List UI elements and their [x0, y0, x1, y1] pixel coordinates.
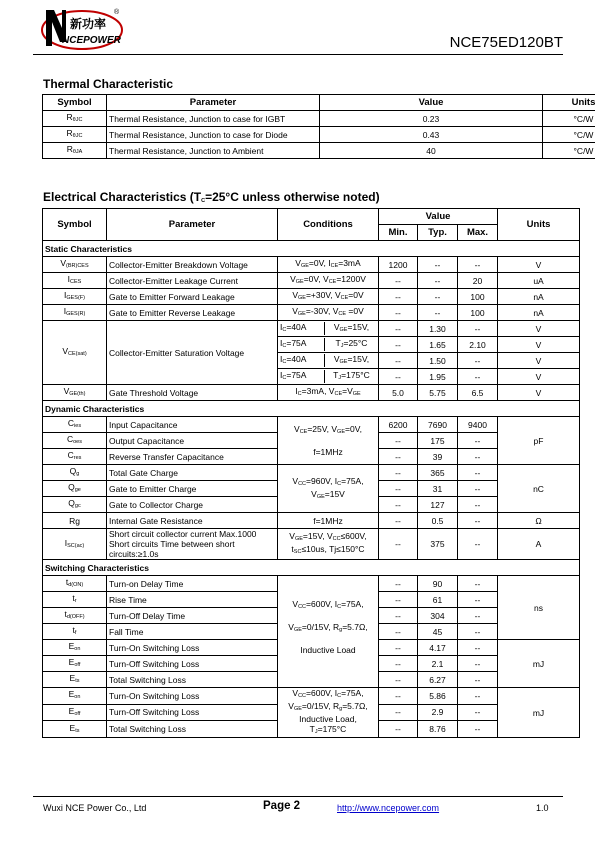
- section-heading: Switching Characteristics: [43, 560, 580, 576]
- min-cell: --: [379, 656, 418, 672]
- value-cell: 0.43: [320, 127, 543, 143]
- header-min: Min.: [379, 225, 418, 241]
- symbol-cell: $R_{\theta JC}$: [43, 111, 107, 127]
- table-row: [43, 273, 580, 289]
- parameter-cell: Internal Gate Resistance: [107, 513, 278, 529]
- min-cell: --: [379, 369, 418, 385]
- electrical-title-post: =25°C unless otherwise noted): [205, 190, 380, 204]
- typ-cell: 1.50: [418, 353, 458, 369]
- parameter-cell: Gate to Collector Charge: [107, 497, 278, 513]
- typ-cell: 8.76: [418, 721, 458, 738]
- header-rule: [33, 54, 563, 55]
- table-row: [43, 257, 580, 273]
- table-row: [43, 513, 580, 529]
- symbol-cell: $I_{GES(F)}$: [43, 289, 107, 305]
- cond2-cell: $T_J=25^\circ C$: [335, 338, 368, 349]
- max-cell: --: [458, 481, 498, 497]
- unit-cell: pF: [498, 417, 580, 465]
- typ-cell: 31: [418, 481, 458, 497]
- typ-cell: 127: [418, 497, 458, 513]
- table-row: [43, 576, 580, 592]
- typ-cell: 2.1: [418, 656, 458, 672]
- condition-cell: $V_{GE}=0V$, $V_{CE}=1200V$: [278, 273, 379, 289]
- typ-cell: 90: [418, 576, 458, 592]
- header-parameter: Parameter: [107, 95, 320, 111]
- typ-cell: 4.17: [418, 640, 458, 656]
- table-row: [43, 289, 580, 305]
- max-cell: --: [458, 449, 498, 465]
- max-cell: --: [458, 433, 498, 449]
- symbol-cell: Rg: [43, 513, 107, 529]
- symbol-cell: $I_{SC(ac)}$: [43, 529, 107, 560]
- typ-cell: 1.65: [418, 337, 458, 353]
- footer-company: Wuxi NCE Power Co., Ltd: [43, 803, 147, 813]
- parameter-cell: Total Gate Charge: [107, 465, 278, 481]
- symbol-cell: $I_{GES(R)}$: [43, 305, 107, 321]
- condition-cell: $V_{GE}=0V$, $I_{CE}=3mA$: [278, 257, 379, 273]
- parameter-cell: Total Switching Loss: [107, 672, 278, 688]
- condition-cell: $V_{GE}=-30V$, $V_{CE} =0V$: [278, 305, 379, 321]
- table-row: [43, 465, 580, 481]
- max-cell: --: [458, 688, 498, 705]
- symbol-cell: $E_{off}$: [43, 656, 107, 672]
- unit-cell: uA: [498, 273, 580, 289]
- min-cell: 5.0: [379, 385, 418, 401]
- doc-title: NCE75ED120BT: [449, 34, 563, 51]
- typ-cell: 1.95: [418, 369, 458, 385]
- typ-cell: --: [418, 305, 458, 321]
- min-cell: --: [379, 576, 418, 592]
- table-row: [43, 560, 580, 576]
- max-cell: --: [458, 576, 498, 592]
- max-cell: --: [458, 369, 498, 385]
- cond2-cell: $T_J=175^\circ C$: [333, 370, 370, 381]
- typ-cell: --: [418, 289, 458, 305]
- min-cell: --: [379, 433, 418, 449]
- unit-cell: V: [498, 353, 580, 369]
- unit-cell: nC: [498, 465, 580, 513]
- min-cell: --: [379, 353, 418, 369]
- min-cell: --: [379, 337, 418, 353]
- min-cell: --: [379, 640, 418, 656]
- min-cell: --: [379, 497, 418, 513]
- symbol-cell: $V_{(BR)CES}$: [43, 257, 107, 273]
- max-cell: 100: [458, 305, 498, 321]
- max-cell: --: [458, 704, 498, 721]
- table-row: [43, 143, 595, 159]
- min-cell: --: [379, 321, 418, 337]
- footer-rule: [33, 796, 563, 797]
- typ-cell: 375: [418, 529, 458, 560]
- max-cell: --: [458, 608, 498, 624]
- symbol-cell: $t_{d(ON)}$: [43, 576, 107, 592]
- unit-cell: A: [498, 529, 580, 560]
- parameter-cell: Gate to Emitter Charge: [107, 481, 278, 497]
- max-cell: --: [458, 592, 498, 608]
- symbol-cell: $R_{\theta JA}$: [43, 143, 107, 159]
- parameter-cell: Total Switching Loss: [107, 721, 278, 738]
- max-cell: --: [458, 257, 498, 273]
- unit-cell: °C/W: [543, 143, 595, 159]
- ic-cell: $I_C=75A$: [278, 370, 325, 383]
- parameter-cell: Output Capacitance: [107, 433, 278, 449]
- max-cell: 9400: [458, 417, 498, 433]
- min-cell: 6200: [379, 417, 418, 433]
- condition-cell: f=1MHz: [278, 513, 379, 529]
- min-cell: --: [379, 721, 418, 738]
- ic-cell: $I_C=75A$: [278, 338, 325, 351]
- max-cell: 20: [458, 273, 498, 289]
- typ-cell: 39: [418, 449, 458, 465]
- typ-cell: 2.9: [418, 704, 458, 721]
- unit-cell: V: [498, 337, 580, 353]
- typ-cell: 1.30: [418, 321, 458, 337]
- table-row: [43, 321, 580, 337]
- symbol-cell: $Q_{ge}$: [43, 481, 107, 497]
- typ-cell: --: [418, 273, 458, 289]
- condition-cell: [278, 321, 379, 337]
- symbol-cell: $t_f$: [43, 624, 107, 640]
- symbol-cell: $E_{ts}$: [43, 721, 107, 738]
- symbol-cell: $E_{ts}$: [43, 672, 107, 688]
- typ-cell: 5.75: [418, 385, 458, 401]
- parameter-cell: Gate to Emitter Reverse Leakage: [107, 305, 278, 321]
- max-cell: --: [458, 624, 498, 640]
- table-row: [43, 401, 580, 417]
- electrical-title-pre: Electrical Characteristics (T: [43, 190, 202, 204]
- table-row: [43, 385, 580, 401]
- header-conditions: Conditions: [278, 209, 379, 241]
- table-row: [43, 241, 580, 257]
- ic-cell: $I_C=40A$: [278, 322, 325, 335]
- condition-cell: $V_{CE}=25V$, $V_{GE}=0V$, f=1MHz: [278, 417, 379, 465]
- min-cell: --: [379, 273, 418, 289]
- typ-cell: 7690: [418, 417, 458, 433]
- min-cell: --: [379, 481, 418, 497]
- parameter-cell: Gate to Emitter Forward Leakage: [107, 289, 278, 305]
- typ-cell: 61: [418, 592, 458, 608]
- footer-version: 1.0: [536, 803, 549, 813]
- max-cell: 6.5: [458, 385, 498, 401]
- parameter-cell: Input Capacitance: [107, 417, 278, 433]
- symbol-cell: $R_{\theta JC}$: [43, 127, 107, 143]
- table-row: [43, 688, 580, 705]
- unit-cell: °C/W: [543, 111, 595, 127]
- parameter-cell: Thermal Resistance, Junction to Ambient: [107, 143, 320, 159]
- max-cell: --: [458, 497, 498, 513]
- parameter-cell: Collector-Emitter Saturation Voltage: [107, 321, 278, 385]
- header-value: Value: [320, 95, 543, 111]
- min-cell: --: [379, 289, 418, 305]
- footer-page-number: Page 2: [263, 800, 301, 812]
- symbol-cell: $Q_g$: [43, 465, 107, 481]
- unit-cell: mJ: [498, 688, 580, 738]
- table-row: [43, 111, 595, 127]
- typ-cell: 5.86: [418, 688, 458, 705]
- typ-cell: 6.27: [418, 672, 458, 688]
- parameter-cell: Fall Time: [107, 624, 278, 640]
- parameter-cell: Turn-On Switching Loss: [107, 640, 278, 656]
- thermal-title: Thermal Characteristic: [43, 77, 174, 91]
- thermal-header-row: [43, 95, 595, 111]
- condition-cell: $V_{GE}=15V$, $V_{CC}\le 600V$, $t_{SC}\le 10us$, Tj≤150°C: [278, 529, 379, 560]
- section-heading: Dynamic Characteristics: [43, 401, 580, 417]
- parameter-cell: Collector-Emitter Leakage Current: [107, 273, 278, 289]
- condition-cell: $V_{CC}=600V$, $I_C=75A$, $V_{GE}=0/15V$, $R_g=5.7\Omega$, Inductive Load: [278, 576, 379, 688]
- typ-cell: 304: [418, 608, 458, 624]
- parameter-cell: Reverse Transfer Capacitance: [107, 449, 278, 465]
- max-cell: --: [458, 721, 498, 738]
- parameter-cell: Turn-On Switching Loss: [107, 688, 278, 705]
- min-cell: --: [379, 449, 418, 465]
- min-cell: 1200: [379, 257, 418, 273]
- cond2-cell: $V_{GE}=15V$,: [333, 322, 370, 333]
- typ-cell: 0.5: [418, 513, 458, 529]
- value-cell: 0.23: [320, 111, 543, 127]
- parameter-cell: Thermal Resistance, Junction to case for Diode: [107, 127, 320, 143]
- parameter-cell: Collector-Emitter Breakdown Voltage: [107, 257, 278, 273]
- table-row: [43, 305, 580, 321]
- condition-cell: $V_{CC}=600V$, $I_C=75A$, $V_{GE}=0/15V$, $R_g=5.7\Omega$, Inductive Load, $T_J=175^\circ C$: [278, 688, 379, 738]
- parameter-cell: Thermal Resistance, Junction to case for IGBT: [107, 111, 320, 127]
- parameter-cell: Turn-Off Switching Loss: [107, 656, 278, 672]
- symbol-cell: $t_r$: [43, 592, 107, 608]
- min-cell: --: [379, 672, 418, 688]
- electrical-title: [43, 190, 380, 204]
- symbol-cell: $E_{off}$: [43, 704, 107, 721]
- typ-cell: 365: [418, 465, 458, 481]
- header-units: Units: [543, 95, 595, 111]
- unit-cell: Ω: [498, 513, 580, 529]
- condition-cell: $V_{CC}=960V$, $I_C=75A$, $V_{GE}=15V$: [278, 465, 379, 513]
- min-cell: --: [379, 305, 418, 321]
- unit-cell: mJ: [498, 640, 580, 688]
- header-units: Units: [498, 209, 580, 241]
- max-cell: --: [458, 529, 498, 560]
- table-row: [43, 417, 580, 433]
- symbol-cell: $V_{GE(th)}$: [43, 385, 107, 401]
- condition-cell: [278, 353, 379, 369]
- max-cell: --: [458, 513, 498, 529]
- parameter-cell: Turn-Off Switching Loss: [107, 704, 278, 721]
- logo-registered-mark: ®: [114, 9, 120, 16]
- max-cell: --: [458, 465, 498, 481]
- header-max: Max.: [458, 225, 498, 241]
- unit-cell: nA: [498, 305, 580, 321]
- header-typ: Typ.: [418, 225, 458, 241]
- symbol-cell: $Q_{gc}$: [43, 497, 107, 513]
- max-cell: --: [458, 321, 498, 337]
- electrical-title-sub: C: [201, 198, 206, 204]
- footer-url-link[interactable]: http://www.ncepower.com: [337, 803, 440, 813]
- symbol-cell: $C_{oes}$: [43, 433, 107, 449]
- symbol-cell: $t_{d(OFF)}$: [43, 608, 107, 624]
- typ-cell: 45: [418, 624, 458, 640]
- ncepower-logo: [40, 6, 124, 52]
- header-parameter: Parameter: [107, 209, 278, 241]
- condition-cell: $I_C=3mA$, $V_{CE}=V_{GE}$: [278, 385, 379, 401]
- ic-cell: $I_C=40A$: [278, 354, 325, 367]
- parameter-cell: Turn-on Delay Time: [107, 576, 278, 592]
- header-value: Value: [379, 209, 498, 225]
- value-cell: 40: [320, 143, 543, 159]
- unit-cell: nA: [498, 289, 580, 305]
- max-cell: --: [458, 640, 498, 656]
- cond2-cell: $V_{GE}=15V$,: [333, 354, 370, 365]
- min-cell: --: [379, 688, 418, 705]
- min-cell: --: [379, 608, 418, 624]
- logo-cn-text: 新功率: [70, 17, 107, 31]
- electrical-header-row: [43, 209, 580, 225]
- logo-text: NCEPOWER: [62, 35, 121, 46]
- symbol-cell: $C_{res}$: [43, 449, 107, 465]
- table-row: [43, 127, 595, 143]
- unit-cell: V: [498, 385, 580, 401]
- table-row: [43, 529, 580, 560]
- unit-cell: V: [498, 257, 580, 273]
- condition-cell: [278, 337, 379, 353]
- symbol-cell: $E_{on}$: [43, 688, 107, 705]
- parameter-cell: Rise Time: [107, 592, 278, 608]
- header-symbol: Symbol: [43, 95, 107, 111]
- typ-cell: --: [418, 257, 458, 273]
- max-cell: --: [458, 656, 498, 672]
- min-cell: --: [379, 465, 418, 481]
- header-symbol: Symbol: [43, 209, 107, 241]
- parameter-cell: Gate Threshold Voltage: [107, 385, 278, 401]
- max-cell: 2.10: [458, 337, 498, 353]
- symbol-cell: $V_{CE(sat)}$: [43, 321, 107, 385]
- section-heading: Static Characteristics: [43, 241, 580, 257]
- unit-cell: °C/W: [543, 127, 595, 143]
- unit-cell: V: [498, 321, 580, 337]
- unit-cell: ns: [498, 576, 580, 640]
- max-cell: --: [458, 353, 498, 369]
- min-cell: --: [379, 529, 418, 560]
- typ-cell: 175: [418, 433, 458, 449]
- parameter-cell: Short circuit collector current Max.1000 Short circuits Time between short circuits:≥1.0s: [107, 529, 278, 560]
- condition-cell: [278, 369, 379, 385]
- symbol-cell: $I_{CES}$: [43, 273, 107, 289]
- min-cell: --: [379, 624, 418, 640]
- condition-cell: $V_{GE}=+30V$, $V_{CE}=0V$: [278, 289, 379, 305]
- min-cell: --: [379, 704, 418, 721]
- parameter-cell: Turn-Off Delay Time: [107, 608, 278, 624]
- max-cell: 100: [458, 289, 498, 305]
- unit-cell: V: [498, 369, 580, 385]
- symbol-cell: $E_{on}$: [43, 640, 107, 656]
- min-cell: --: [379, 513, 418, 529]
- symbol-cell: $C_{ies}$: [43, 417, 107, 433]
- min-cell: --: [379, 592, 418, 608]
- electrical-table: [42, 208, 580, 738]
- max-cell: --: [458, 672, 498, 688]
- thermal-table: [42, 94, 595, 159]
